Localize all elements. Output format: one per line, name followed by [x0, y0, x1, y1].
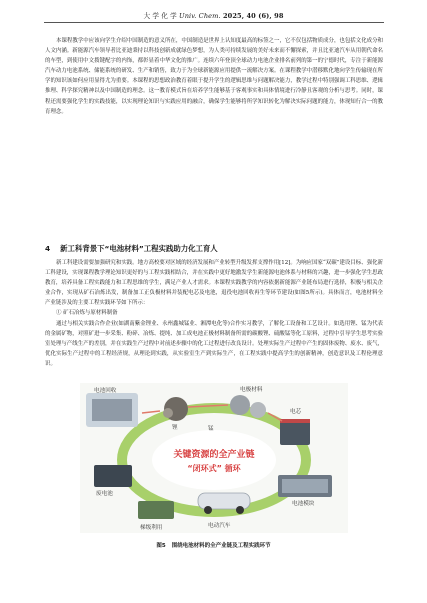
caption-number: 图5 — [156, 543, 166, 549]
car-wheel-front — [204, 506, 212, 514]
caption-text: 围绕电池材料的全产业链及工程实践环节 — [171, 543, 271, 549]
citation: 2025, 40 (6), 98 — [222, 12, 284, 20]
recycling-machinery — [92, 399, 132, 421]
center-title: 关键资源的全产业链 — [173, 450, 255, 460]
intro-paragraph: 本课程教学中应该向学生介绍中国制造的意义所在，中国制造是世界上认知度最高的标签之一，它不仅包括物质成分，也包括文化成分和人文内涵。新能源汽车领导者比亚迪秉持以科技创新成就绿色梦想，为人类可持续发展的美好未来而不懈探索，并且比亚迪汽车从用朝代命名的车型，到使用中文拨键配字的内饰，都彰显着中华文化的推广。连续六年登顶全球动力电池企业排名前列的第一的宁德时代，专注于新能源汽车动力电池系统、储能系统的研发、生产和销售，致力于为全球新能源应用提供一流解决方案。在课程教学中潜移默化地向学生传输现在所学的知识该如何应用显得尤为重要。本课程的思想政治教育着眼于提升学生的逻辑思维与问题解决能力，教学过程中特别强调工科思维、逻辑推理、科学探究精神以及中国制造的理念。这一教育模式旨在培养学生能够基于客观事实和具体情境进行冷静且客观的分析与思考。同时，课程还需要强化学生的实践技能，以实现理论知识与实践应用的融合，确保学生能够将所学知识转化为解决实际问题的能力，体现知行合一的教育理念。 — [45, 38, 383, 115]
electrode-material-image — [230, 395, 250, 415]
figure-caption — [0, 541, 427, 549]
label-electrode-material: 电极材料 — [240, 387, 263, 393]
label-electric-vehicle: 电动汽车 — [208, 523, 231, 529]
label-manganese: 锰 — [208, 426, 214, 432]
cell-terminal — [280, 419, 310, 423]
label-waste-battery: 废电池 — [96, 491, 113, 497]
journal-name-en: Univ. Chem. — [179, 12, 221, 20]
center-subtitle: “闭环式” 循环 — [187, 464, 241, 473]
section-heading — [45, 243, 383, 254]
waste-battery-image — [94, 465, 132, 487]
body-paragraph: 新工科建设需要加强研究和实践。地方高校要对区域的经济发展和产业转型升级发挥支撑作用[12]。为响应国家“双碳”建设目标、强化新工科建设，实现课程教学理论知识更好的与工程实践相结合，并在实践中更好地激发学生新能源电池体系与材料的兴趣，进一步强化学生思政教育，培养具备工程实践能力和工程思维的学生，满足产业人才需求。本课程实践教学的内容依据新能源产业链布局进行选择，积极与相关企业合作，实现从矿石冶炼出发，制备加工正负极材料并装配电芯及电池，退役电池回收再生等环节建设(如图5所示)。具体而言，电池材料全产业链涉及的主要工程实践环节如下所示： — [45, 260, 383, 307]
electrode-material-image-2 — [250, 402, 266, 418]
electric-car-image — [198, 493, 250, 509]
sub-paragraph: 通过与相关实践合作企业(如湖南紫金锂业、永州鑫城锰业、湘潭电化等)合作实习教学，了解化工设备和工艺设计。如选用锂、锰为代表的金属矿物，对照矿进一步采集、粉碎、冶炼、提纯、加工成电池正极材料制备所需的碳酸锂、硫酸锰等化工原料，过程中引导学生思考实验室处理与产线生产的差别，并在实践生产过程中对前述步骤中的化工过程进行改良设计。处理实际生产过程中产生的固体废物、废水、废气，优化实际生产过程中的工程经济规，从理论到实践，从实验室生产到实际生产，在工程实践中提高学生的创新精神，创造意识及工程伦理意识。 — [45, 320, 383, 367]
module-cells — [282, 479, 328, 493]
car-wheel-rear — [236, 506, 244, 514]
ore-highlight — [163, 408, 173, 418]
figure-5-industry-chain — [80, 383, 348, 533]
label-lithium: 锂 — [172, 425, 178, 431]
section-number: 4 — [45, 244, 51, 253]
label-battery-recycling: 电池回收 — [94, 388, 117, 394]
subsection-title: ① 矿石冶炼与原材料制备 — [56, 310, 118, 317]
running-header — [0, 10, 427, 20]
cascade-use-image — [138, 501, 174, 519]
label-cell: 电芯 — [290, 409, 302, 415]
journal-name: 大 学 化 学 — [143, 12, 177, 20]
body-block — [45, 258, 383, 369]
center-panel — [152, 430, 276, 490]
label-cascade-use: 梯级利用 — [140, 525, 163, 531]
intro-block — [45, 36, 383, 117]
label-battery-module: 电池模块 — [292, 501, 315, 507]
section-title: 新工科背景下“电池材料”工程实践助力化工育人 — [60, 244, 218, 253]
header-rule — [44, 22, 384, 23]
